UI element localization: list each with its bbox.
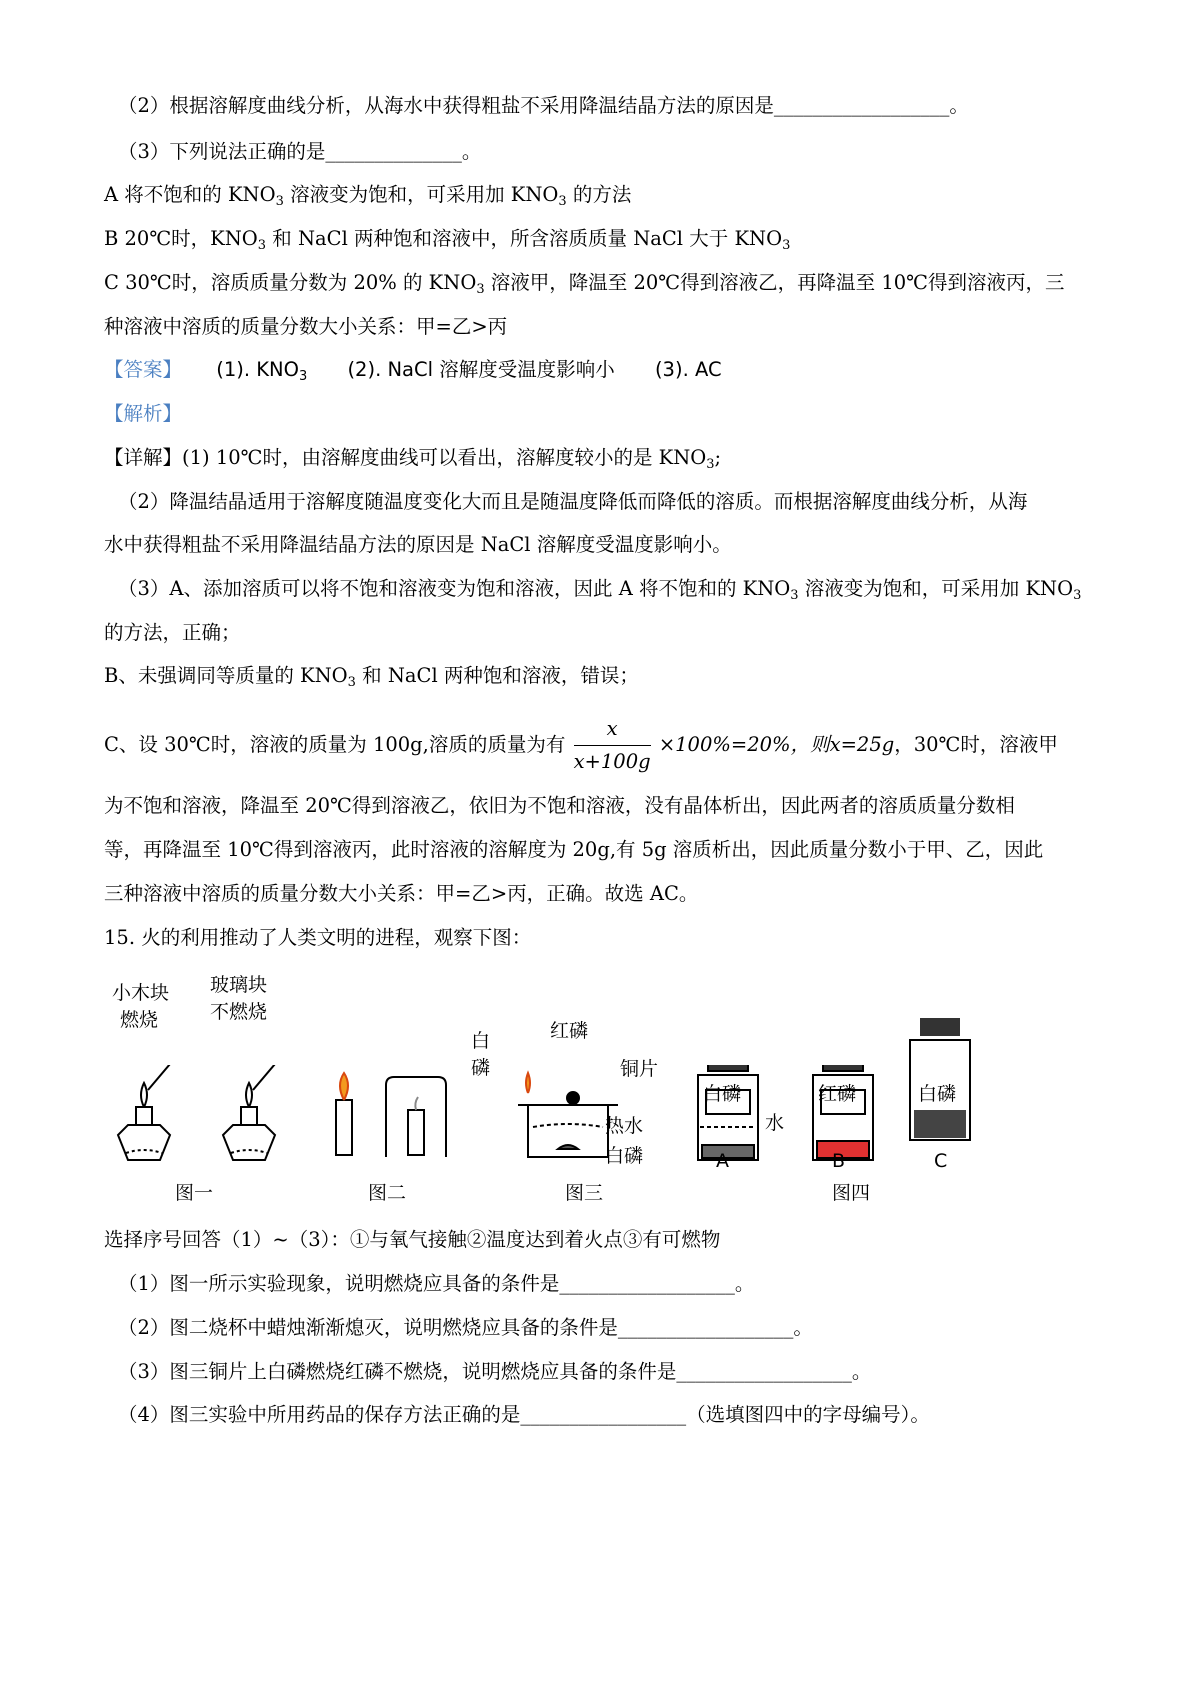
detail-1: 【详解】(1) 10℃时，由溶解度曲线可以看出，溶解度较小的是 $KNO_3$; <box>104 446 722 472</box>
answer-tag: 【答案】 <box>104 358 183 381</box>
label-jar-a: 白磷 <box>703 1083 742 1105</box>
caption-fig1: 图一 <box>175 1182 214 1204</box>
sub-q4: （4）图三实验中所用药品的保存方法正确的是_________________（选填图四中的字母编号）。 <box>118 1403 930 1426</box>
q2-line: （2）根据溶解度曲线分析，从海水中获得粗盐不采用降温结晶方法的原因是__________________。 <box>118 94 969 117</box>
option-b: B 20℃时，$KNO_3$ 和 NaCl 两种饱和溶液中，所含溶质质量 NaCl 大于 $KNO_3$ <box>104 227 791 253</box>
sub-q2: （2）图二烧杯中蜡烛渐渐熄灭，说明燃烧应具备的条件是__________________。 <box>118 1316 813 1339</box>
label-white-p-top: 白 磷 <box>471 1030 491 1079</box>
sub-q2-blank[interactable]: __________________ <box>617 1316 794 1339</box>
detail-3b: 的方法，正确； <box>104 621 241 644</box>
candle-beaker <box>386 1077 446 1157</box>
label-water: 水 <box>765 1112 785 1134</box>
label-C: C <box>934 1150 948 1172</box>
label-red-p: 红磷 <box>550 1020 589 1042</box>
detail-8: 三种溶液中溶质的质量分数大小关系：甲=乙>丙，正确。故选 AC。 <box>104 882 699 905</box>
q2-blank[interactable]: __________________ <box>773 94 950 117</box>
label-jar-c: 白磷 <box>918 1083 957 1105</box>
candle-open <box>336 1073 352 1155</box>
label-copper: 铜片 <box>620 1058 659 1080</box>
sub-q1: （1）图一所示实验现象，说明燃烧应具备的条件是__________________。 <box>118 1272 755 1295</box>
caption-fig3: 图三 <box>565 1182 604 1204</box>
detail-7: 等，再降温至 10℃得到溶液丙，此时溶液的溶解度为 20g,有 5g 溶质析出，因此质量分数小于甲、乙，因此 <box>104 838 1044 861</box>
detail-5: C、设 30℃时，溶液的质量为 100g,溶质的质量为有 $\frac{x}{x+100g}$ ×100%=20%，则x=25g，30℃时，溶液甲 <box>104 715 1058 776</box>
detail-6: 为不饱和溶液，降温至 20℃得到溶液乙，依旧为不饱和溶液，没有晶体析出，因此两者的溶质质量分数相 <box>104 794 1015 817</box>
label-hot-water: 热水 <box>605 1115 644 1137</box>
label-glass: 玻璃块 不燃烧 <box>210 974 268 1023</box>
caption-fig4: 图四 <box>832 1182 871 1204</box>
sub-q4-blank[interactable]: _________________ <box>520 1403 687 1426</box>
detail-2b: 水中获得粗盐不采用降温结晶方法的原因是 NaCl 溶解度受温度影响小。 <box>104 533 732 556</box>
answer-line: 【答案】 (1). $KNO_3$ (2). NaCl 溶解度受温度影响小 (3). AC <box>104 358 722 384</box>
fraction: $\frac{x}{x+100g}$ <box>573 717 651 773</box>
option-c-line2: 种溶液中溶质的质量分数大小关系：甲=乙>丙 <box>104 315 508 338</box>
alcohol-lamp-1 <box>118 1065 203 1160</box>
sub-q3-blank[interactable]: __________________ <box>676 1360 852 1383</box>
q3-line: （3）下列说法正确的是______________。 <box>118 140 482 163</box>
label-white-p-bottom: 白磷 <box>605 1145 644 1167</box>
analysis-tag: 【解析】 <box>104 402 183 425</box>
sub-q3: （3）图三铜片上白磷燃烧红磷不燃烧，说明燃烧应具备的条件是__________________。 <box>118 1360 872 1383</box>
beaker-copper <box>518 1073 618 1157</box>
question-15: 15. 火的利用推动了人类文明的进程，观察下图： <box>104 926 532 949</box>
sub-q1-blank[interactable]: __________________ <box>559 1272 735 1295</box>
alcohol-lamp-2 <box>223 1065 308 1160</box>
detail-4: B、未强调同等质量的 $KNO_3$ 和 NaCl 两种饱和溶液，错误； <box>104 664 639 690</box>
choose-line: 选择序号回答（1）~（3）：①与氧气接触②温度达到着火点③有可燃物 <box>104 1228 721 1251</box>
label-B: B <box>832 1150 846 1172</box>
detail-3a: （3）A、添加溶质可以将不饱和溶液变为饱和溶液，因此 A 将不饱和的 $KNO_3$ 溶液变为饱和，可采用加 $KNO_3$ <box>118 577 1082 603</box>
detail-2a: （2）降温结晶适用于溶解度随温度变化大而且是随温度降低而降低的溶质。而根据溶解度曲线分析，从海 <box>118 490 1028 513</box>
option-c-line1: C 30℃时，溶质质量分数为 20% 的 $KNO_3$ 溶液甲，降温至 20℃得到溶液乙，再降温至 10℃得到溶液丙，三 <box>104 271 1065 297</box>
caption-fig2: 图二 <box>368 1182 407 1204</box>
option-a: A 将不饱和的 $KNO_3$ 溶液变为饱和，可采用加 $KNO_3$ 的方法 <box>104 183 632 209</box>
q3-blank[interactable]: ______________ <box>325 140 462 163</box>
label-A: A <box>716 1150 729 1172</box>
fire-experiment-figure <box>108 1065 908 1205</box>
label-wood: 小木块 燃烧 <box>112 982 170 1031</box>
label-jar-b: 红磷 <box>818 1083 857 1105</box>
